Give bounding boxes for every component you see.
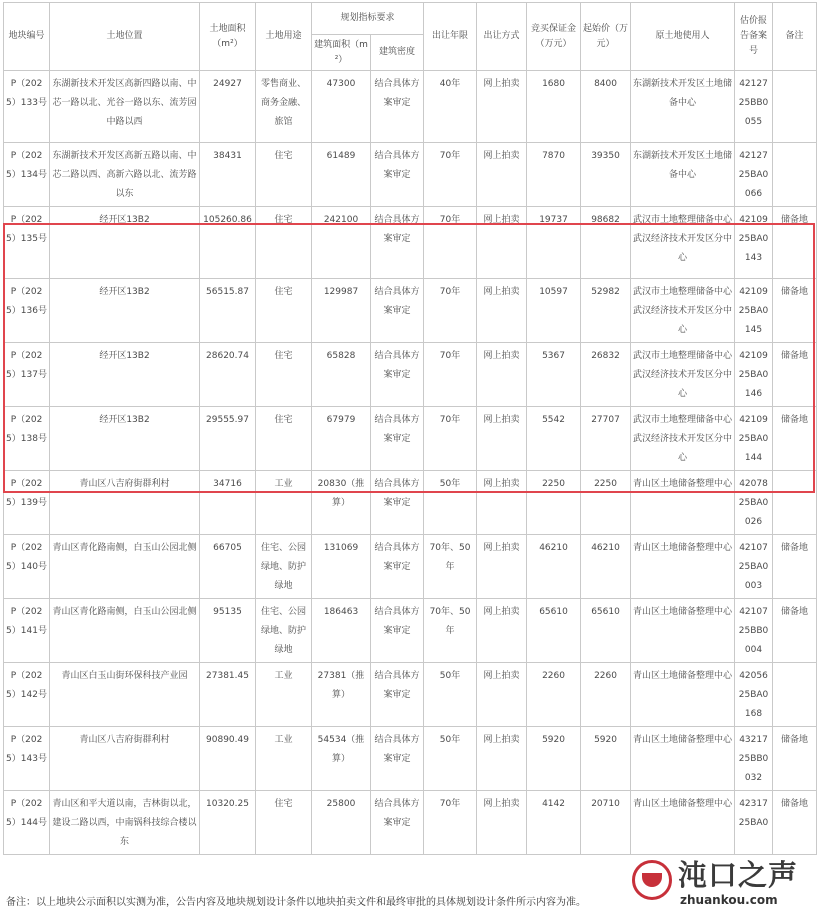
watermark bbox=[628, 858, 818, 910]
header-method: 出让方式 bbox=[477, 3, 527, 71]
cell-start-price: 46210 bbox=[581, 535, 631, 599]
cell-deposit: 10597 bbox=[527, 279, 581, 343]
header-density: 建筑密度 bbox=[371, 35, 424, 71]
cell-location: 东湖新技术开发区高新五路以南、中芯二路以西、高新六路以北、流芳路以东 bbox=[50, 143, 200, 207]
cell-remark bbox=[773, 471, 817, 535]
header-use: 土地用途 bbox=[256, 3, 312, 71]
cell-density: 结合具体方案审定 bbox=[371, 279, 424, 343]
cell-start-price: 2250 bbox=[581, 471, 631, 535]
cell-deposit: 7870 bbox=[527, 143, 581, 207]
cell-method: 网上拍卖 bbox=[477, 207, 527, 279]
header-planning-group: 规划指标要求 bbox=[312, 3, 424, 35]
footnote: 备注：以上地块公示面积以实测为准，公告内容及地块规划设计条件以地块拍卖文件和最终审批的具体规划设计条件所示内容为准。 bbox=[6, 897, 586, 908]
cell-remark: 储备地 bbox=[773, 279, 817, 343]
cell-location: 经开区13B2 bbox=[50, 407, 200, 471]
cell-plot-id: P（2025）138号 bbox=[4, 407, 50, 471]
cell-use: 住宅 bbox=[256, 791, 312, 855]
cell-density: 结合具体方案审定 bbox=[371, 471, 424, 535]
cell-plot-id: P（2025）134号 bbox=[4, 143, 50, 207]
cell-plot-id: P（2025）144号 bbox=[4, 791, 50, 855]
header-term: 出让年限 bbox=[424, 3, 477, 71]
cell-term: 70年、50年 bbox=[424, 535, 477, 599]
cell-floor-area: 242100 bbox=[312, 207, 371, 279]
header-plot-id: 地块编号 bbox=[4, 3, 50, 71]
land-table bbox=[3, 2, 817, 855]
table-row bbox=[4, 343, 817, 407]
cell-owner: 武汉市土地整理储备中心武汉经济技术开发区分中心 bbox=[631, 207, 735, 279]
cell-remark: 储备地 bbox=[773, 535, 817, 599]
cell-density: 结合具体方案审定 bbox=[371, 143, 424, 207]
cell-deposit: 46210 bbox=[527, 535, 581, 599]
cell-floor-area: 20830（推算） bbox=[312, 471, 371, 535]
cell-density: 结合具体方案审定 bbox=[371, 599, 424, 663]
cell-owner: 青山区土地储备整理中心 bbox=[631, 727, 735, 791]
cell-appraisal: 4210725BB0004 bbox=[735, 599, 773, 663]
cell-use: 住宅、公园绿地、防护绿地 bbox=[256, 599, 312, 663]
header-owner: 原土地使用人 bbox=[631, 3, 735, 71]
cell-owner: 青山区土地储备整理中心 bbox=[631, 599, 735, 663]
cell-density: 结合具体方案审定 bbox=[371, 727, 424, 791]
cell-area: 10320.25 bbox=[200, 791, 256, 855]
cell-method: 网上拍卖 bbox=[477, 407, 527, 471]
cell-remark: 储备地 bbox=[773, 407, 817, 471]
cell-remark bbox=[773, 143, 817, 207]
wave-logo-icon bbox=[632, 860, 672, 900]
cell-owner: 青山区土地储备整理中心 bbox=[631, 471, 735, 535]
cell-method: 网上拍卖 bbox=[477, 535, 527, 599]
cell-owner: 青山区土地储备整理中心 bbox=[631, 663, 735, 727]
cell-plot-id: P（2025）141号 bbox=[4, 599, 50, 663]
cell-use: 住宅 bbox=[256, 279, 312, 343]
cell-owner: 青山区土地储备整理中心 bbox=[631, 535, 735, 599]
cell-start-price: 27707 bbox=[581, 407, 631, 471]
table-row bbox=[4, 143, 817, 207]
cell-plot-id: P（2025）137号 bbox=[4, 343, 50, 407]
table-row bbox=[4, 599, 817, 663]
table-row bbox=[4, 71, 817, 143]
cell-term: 70年 bbox=[424, 279, 477, 343]
cell-remark: 储备地 bbox=[773, 727, 817, 791]
cell-area: 27381.45 bbox=[200, 663, 256, 727]
cell-method: 网上拍卖 bbox=[477, 663, 527, 727]
watermark-name: 沌口之声 bbox=[678, 858, 799, 892]
cell-location: 经开区13B2 bbox=[50, 279, 200, 343]
cell-location: 青山区青化路南侧，白玉山公园北侧 bbox=[50, 599, 200, 663]
cell-appraisal: 4210925BA0146 bbox=[735, 343, 773, 407]
cell-deposit: 5367 bbox=[527, 343, 581, 407]
cell-method: 网上拍卖 bbox=[477, 599, 527, 663]
cell-plot-id: P（2025）139号 bbox=[4, 471, 50, 535]
cell-deposit: 1680 bbox=[527, 71, 581, 143]
cell-location: 青山区八吉府街群利村 bbox=[50, 727, 200, 791]
cell-term: 50年 bbox=[424, 663, 477, 727]
cell-start-price: 39350 bbox=[581, 143, 631, 207]
cell-remark: 储备地 bbox=[773, 599, 817, 663]
cell-plot-id: P（2025）136号 bbox=[4, 279, 50, 343]
cell-area: 66705 bbox=[200, 535, 256, 599]
cell-use: 住宅、公园绿地、防护绿地 bbox=[256, 535, 312, 599]
cell-plot-id: P（2025）133号 bbox=[4, 71, 50, 143]
cell-location: 经开区13B2 bbox=[50, 207, 200, 279]
cell-location: 经开区13B2 bbox=[50, 343, 200, 407]
cell-term: 70年、50年 bbox=[424, 599, 477, 663]
cell-use: 住宅 bbox=[256, 407, 312, 471]
cell-density: 结合具体方案审定 bbox=[371, 343, 424, 407]
cell-use: 住宅 bbox=[256, 343, 312, 407]
cell-floor-area: 27381（推算） bbox=[312, 663, 371, 727]
cell-use: 住宅 bbox=[256, 207, 312, 279]
cell-area: 38431 bbox=[200, 143, 256, 207]
cell-use: 工业 bbox=[256, 471, 312, 535]
cell-appraisal: 4212725BB0055 bbox=[735, 71, 773, 143]
cell-density: 结合具体方案审定 bbox=[371, 663, 424, 727]
header-floor-area: 建筑面积（m²） bbox=[312, 35, 371, 71]
cell-appraisal: 4212725BA0066 bbox=[735, 143, 773, 207]
cell-term: 40年 bbox=[424, 71, 477, 143]
cell-term: 50年 bbox=[424, 727, 477, 791]
cell-method: 网上拍卖 bbox=[477, 343, 527, 407]
cell-area: 28620.74 bbox=[200, 343, 256, 407]
cell-location: 青山区白玉山街环保科技产业园 bbox=[50, 663, 200, 727]
cell-start-price: 8400 bbox=[581, 71, 631, 143]
cell-floor-area: 25800 bbox=[312, 791, 371, 855]
cell-appraisal: 4210925BA0145 bbox=[735, 279, 773, 343]
cell-location: 青山区青化路南侧，白玉山公园北侧 bbox=[50, 535, 200, 599]
cell-area: 56515.87 bbox=[200, 279, 256, 343]
cell-deposit: 4142 bbox=[527, 791, 581, 855]
cell-plot-id: P（2025）135号 bbox=[4, 207, 50, 279]
cell-method: 网上拍卖 bbox=[477, 279, 527, 343]
cell-appraisal: 4210925BA0144 bbox=[735, 407, 773, 471]
cell-remark: 储备地 bbox=[773, 343, 817, 407]
cell-owner: 东湖新技术开发区土地储备中心 bbox=[631, 71, 735, 143]
cell-term: 50年 bbox=[424, 471, 477, 535]
table-row bbox=[4, 471, 817, 535]
cell-deposit: 5542 bbox=[527, 407, 581, 471]
table-row bbox=[4, 407, 817, 471]
cell-appraisal: 4321725BB0032 bbox=[735, 727, 773, 791]
cell-area: 90890.49 bbox=[200, 727, 256, 791]
cell-owner: 武汉市土地整理储备中心武汉经济技术开发区分中心 bbox=[631, 407, 735, 471]
cell-start-price: 52982 bbox=[581, 279, 631, 343]
header-start-price: 起始价（万元） bbox=[581, 3, 631, 71]
cell-method: 网上拍卖 bbox=[477, 143, 527, 207]
cell-appraisal: 4207825BA0026 bbox=[735, 471, 773, 535]
header-area: 土地面积（m²） bbox=[200, 3, 256, 71]
cell-term: 70年 bbox=[424, 143, 477, 207]
header-remark: 备注 bbox=[773, 3, 817, 71]
cell-density: 结合具体方案审定 bbox=[371, 207, 424, 279]
cell-deposit: 2260 bbox=[527, 663, 581, 727]
cell-appraisal: 4210725BA0003 bbox=[735, 535, 773, 599]
cell-area: 105260.86 bbox=[200, 207, 256, 279]
cell-density: 结合具体方案审定 bbox=[371, 791, 424, 855]
cell-floor-area: 65828 bbox=[312, 343, 371, 407]
header-location: 土地位置 bbox=[50, 3, 200, 71]
cell-plot-id: P（2025）143号 bbox=[4, 727, 50, 791]
cell-plot-id: P（2025）140号 bbox=[4, 535, 50, 599]
cell-method: 网上拍卖 bbox=[477, 71, 527, 143]
cell-start-price: 26832 bbox=[581, 343, 631, 407]
cell-term: 70年 bbox=[424, 791, 477, 855]
cell-density: 结合具体方案审定 bbox=[371, 535, 424, 599]
cell-start-price: 20710 bbox=[581, 791, 631, 855]
cell-floor-area: 129987 bbox=[312, 279, 371, 343]
cell-use: 住宅 bbox=[256, 143, 312, 207]
cell-location: 青山区八吉府街群利村 bbox=[50, 471, 200, 535]
cell-deposit: 65610 bbox=[527, 599, 581, 663]
watermark-url: zhuankou.com bbox=[680, 893, 778, 907]
cell-start-price: 98682 bbox=[581, 207, 631, 279]
header-appraisal: 估价报告备案号 bbox=[735, 3, 773, 71]
cell-deposit: 5920 bbox=[527, 727, 581, 791]
cell-floor-area: 67979 bbox=[312, 407, 371, 471]
cell-appraisal: 4205625BA0168 bbox=[735, 663, 773, 727]
cell-remark bbox=[773, 663, 817, 727]
header-row bbox=[4, 3, 817, 35]
table-row bbox=[4, 663, 817, 727]
table-row bbox=[4, 727, 817, 791]
cell-remark: 储备地 bbox=[773, 791, 817, 855]
cell-deposit: 2250 bbox=[527, 471, 581, 535]
table-row bbox=[4, 207, 817, 279]
cell-location: 东湖新技术开发区高新四路以南、中芯一路以北、光谷一路以东、流芳园中路以西 bbox=[50, 71, 200, 143]
cell-owner: 东湖新技术开发区土地储备中心 bbox=[631, 143, 735, 207]
cell-plot-id: P（2025）142号 bbox=[4, 663, 50, 727]
cell-area: 29555.97 bbox=[200, 407, 256, 471]
cell-floor-area: 47300 bbox=[312, 71, 371, 143]
cell-remark bbox=[773, 71, 817, 143]
cell-appraisal: 4231725BA0 bbox=[735, 791, 773, 855]
cell-location: 青山区和平大道以南，吉林街以北，建设二路以西，中南锅科技综合楼以东 bbox=[50, 791, 200, 855]
cell-use: 工业 bbox=[256, 727, 312, 791]
cell-start-price: 5920 bbox=[581, 727, 631, 791]
cell-density: 结合具体方案审定 bbox=[371, 71, 424, 143]
cell-floor-area: 131069 bbox=[312, 535, 371, 599]
cell-area: 24927 bbox=[200, 71, 256, 143]
cell-start-price: 2260 bbox=[581, 663, 631, 727]
cell-remark: 储备地 bbox=[773, 207, 817, 279]
cell-method: 网上拍卖 bbox=[477, 791, 527, 855]
cell-method: 网上拍卖 bbox=[477, 471, 527, 535]
cell-owner: 武汉市土地整理储备中心武汉经济技术开发区分中心 bbox=[631, 279, 735, 343]
cell-method: 网上拍卖 bbox=[477, 727, 527, 791]
cell-owner: 青山区土地储备整理中心 bbox=[631, 791, 735, 855]
cell-floor-area: 54534（推算） bbox=[312, 727, 371, 791]
table-row bbox=[4, 279, 817, 343]
cell-use: 工业 bbox=[256, 663, 312, 727]
cell-start-price: 65610 bbox=[581, 599, 631, 663]
cell-use: 零售商业、商务金融、旅馆 bbox=[256, 71, 312, 143]
cell-deposit: 19737 bbox=[527, 207, 581, 279]
cell-floor-area: 61489 bbox=[312, 143, 371, 207]
cell-area: 95135 bbox=[200, 599, 256, 663]
cell-term: 70年 bbox=[424, 207, 477, 279]
cell-term: 70年 bbox=[424, 343, 477, 407]
cell-area: 34716 bbox=[200, 471, 256, 535]
cell-term: 70年 bbox=[424, 407, 477, 471]
cell-appraisal: 4210925BA0143 bbox=[735, 207, 773, 279]
cell-owner: 武汉市土地整理储备中心武汉经济技术开发区分中心 bbox=[631, 343, 735, 407]
cell-floor-area: 186463 bbox=[312, 599, 371, 663]
table-row bbox=[4, 791, 817, 855]
cell-density: 结合具体方案审定 bbox=[371, 407, 424, 471]
header-deposit: 竞买保证金（万元） bbox=[527, 3, 581, 71]
table-row bbox=[4, 535, 817, 599]
